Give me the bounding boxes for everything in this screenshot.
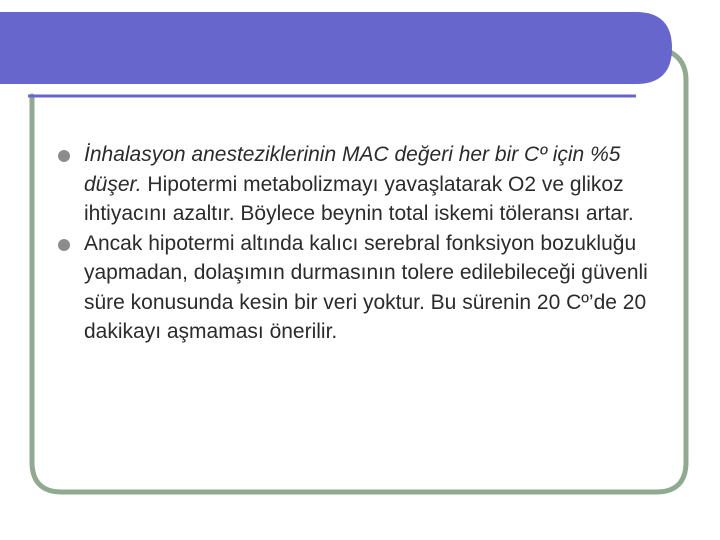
bullet-1-italic: İnhalasyon anesteziklerinin MAC değeri her bir Cº için %5 düşer. [84,143,621,196]
bullet-dot-icon [58,239,70,251]
bullet-item-2 [58,229,668,347]
bullet-item-1 [58,140,668,229]
bullet-1-text: Hipotermi metabolizmayı yavaşlatarak O2 ve glikoz ihtiyacını azaltır. Böylece beynin total iskemi töleransı artar. [84,172,634,225]
bullet-2-text: Ancak hipotermi altında kalıcı serebral fonksiyon bozukluğu yapmadan, dolaşımın durmasının tolere edilebileceği güvenli süre konusunda kesin bir veri yoktur. Bu sürenin 20 Cº’de 20 dakikayı aşmaması önerilir. [84,231,648,343]
slide-body [58,140,668,347]
bullet-dot-icon [58,150,70,162]
header-band [0,12,672,84]
